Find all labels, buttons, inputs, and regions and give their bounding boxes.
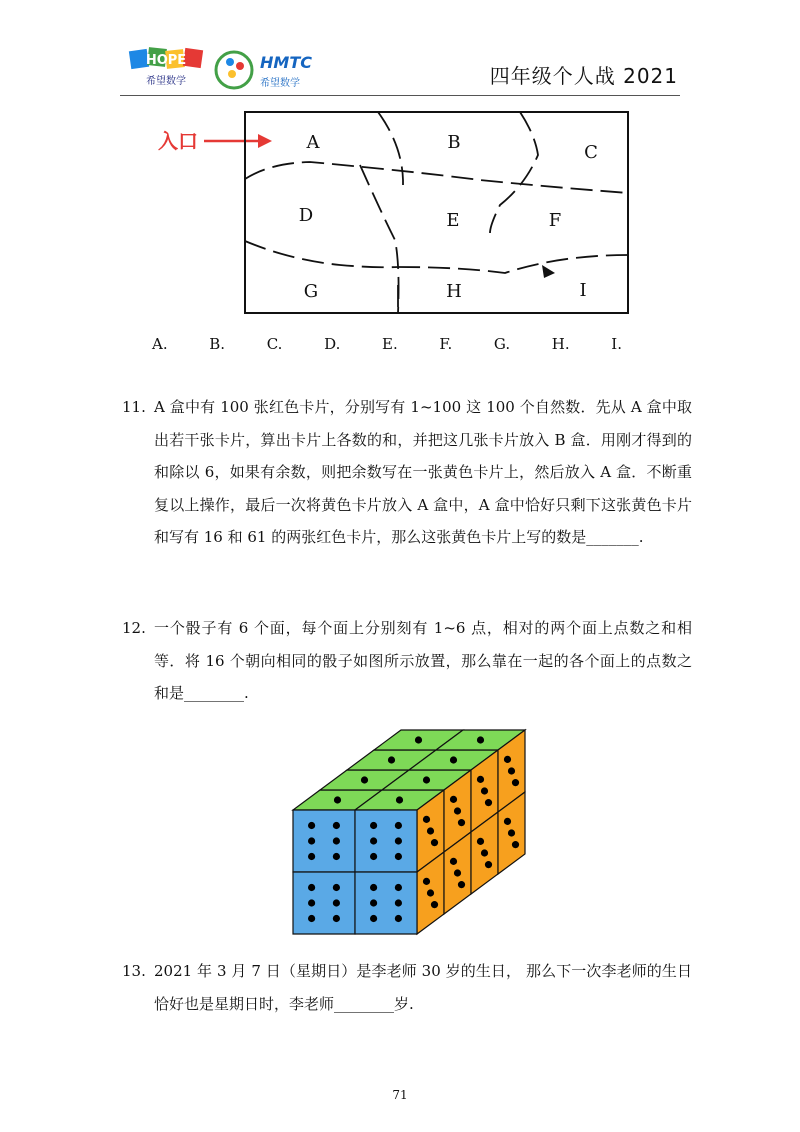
die-pip [454,807,461,814]
die-pip [427,889,434,896]
option-e[interactable]: E. [382,335,398,353]
answer-options [152,335,622,353]
die-pip [370,884,377,891]
region-label-f: F [548,210,562,231]
option-h[interactable]: H. [551,335,570,353]
die-pip [370,915,377,922]
dice-figure [290,722,530,942]
die-pip [370,899,377,906]
hmtc-logo [216,52,312,89]
die-pip [333,837,340,844]
die-pip [508,829,515,836]
problem-11 [122,391,692,554]
hope-logo [129,47,203,87]
die-pip [388,756,395,763]
wall-arrow [542,265,555,278]
problem-text: 2021 年 3 月 7 日（星期日）是李老师 30 岁的生日， 那么下一次李老师的生日恰好也是星期日时，李老师________岁. [154,962,692,1013]
die-pip [395,853,402,860]
die-pip [370,853,377,860]
die-pip [308,853,315,860]
region-label-i: I [579,280,587,301]
die-pip [308,884,315,891]
die-pip [308,822,315,829]
die-front-face [355,810,417,872]
die-pip [431,901,438,908]
die-pip [370,837,377,844]
die-pip [481,787,488,794]
option-i[interactable]: I. [611,335,622,353]
hope-logo-text: HOPE [145,53,187,68]
die-pip [485,799,492,806]
die-pip [458,819,465,826]
die-pip [333,915,340,922]
region-label-g: G [303,281,319,302]
problem-number: 12. [122,619,146,637]
page-number: 71 [392,1088,408,1102]
die-pip [485,861,492,868]
header-logos [120,44,350,96]
die-pip [395,837,402,844]
entrance-label: 入口 [158,129,198,153]
die-pip [370,822,377,829]
die-pip [396,796,403,803]
region-label-e: E [446,210,460,231]
region-label-h: H [446,281,462,302]
hmtc-logo-subtitle: 希望数学 [260,78,300,89]
option-b[interactable]: B. [209,335,226,353]
option-f[interactable]: F. [439,335,453,353]
problem-12 [122,612,692,710]
problem-13 [122,955,692,1020]
region-label-d: D [298,205,314,226]
die-pip [504,756,511,763]
die-pip [333,822,340,829]
die-pip [423,878,430,885]
die-front-face [355,872,417,934]
die-pip [423,776,430,783]
die-pip [395,884,402,891]
die-pip [308,899,315,906]
option-d[interactable]: D. [324,335,341,353]
die-pip [308,837,315,844]
die-pip [477,776,484,783]
region-label-b: B [447,132,461,153]
page-header-title: 四年级个人战 2021 [489,64,678,88]
region-label-a: A [306,132,320,153]
die-pip [361,776,368,783]
die-pip [481,849,488,856]
option-a[interactable]: A. [152,335,168,353]
hope-logo-subtitle: 希望数学 [146,76,186,87]
problem-text: A 盒中有 100 张红色卡片，分别写有 1~100 这 100 个自然数．先从 A 盒中取出若干张卡片，算出卡片上各数的和，并把这几张卡片放入 B 盒．用刚才得到的和除以 6，如果有余数，则把余数写在一张黄色卡片上，然后放入 A 盒．不断重复以上操作，最后一次将黄色卡片放入 A 盒中，A 盒中恰好只剩下这张黄色卡片和写有 16 和 61 的两张红色卡片，那么这张黄色卡片上写的数是_______. [154,398,692,546]
die-pip [333,853,340,860]
problem-number: 13. [122,962,146,980]
die-pip [334,796,341,803]
problem-number: 11. [122,398,146,416]
die-pip [450,756,457,763]
option-g[interactable]: G. [493,335,511,353]
die-front-face [293,810,355,872]
die-pip [458,881,465,888]
die-pip [395,915,402,922]
die-pip [450,796,457,803]
die-pip [395,899,402,906]
die-pip [477,838,484,845]
region-label-c: C [584,142,598,163]
problem-text: 一个骰子有 6 个面，每个面上分别刻有 1~6 点，相对的两个面上点数之和相等．将 16 个朝向相同的骰子如图所示放置，那么靠在一起的各个面上的点数之和是________. [154,619,692,702]
die-pip [512,779,519,786]
option-c[interactable]: C. [266,335,283,353]
die-pip [423,816,430,823]
die-pip [512,841,519,848]
die-pip [504,818,511,825]
header-divider [120,95,680,96]
die-pip [427,827,434,834]
die-pip [477,736,484,743]
die-pip [454,869,461,876]
entrance-arrow [204,134,272,148]
die-pip [395,822,402,829]
maze-figure [150,105,650,320]
die-pip [415,736,422,743]
die-pip [308,915,315,922]
die-pip [333,899,340,906]
hmtc-logo-text: HMTC [260,53,312,72]
die-pip [508,767,515,774]
die-pip [450,858,457,865]
die-pip [333,884,340,891]
die-front-face [293,872,355,934]
die-pip [431,839,438,846]
